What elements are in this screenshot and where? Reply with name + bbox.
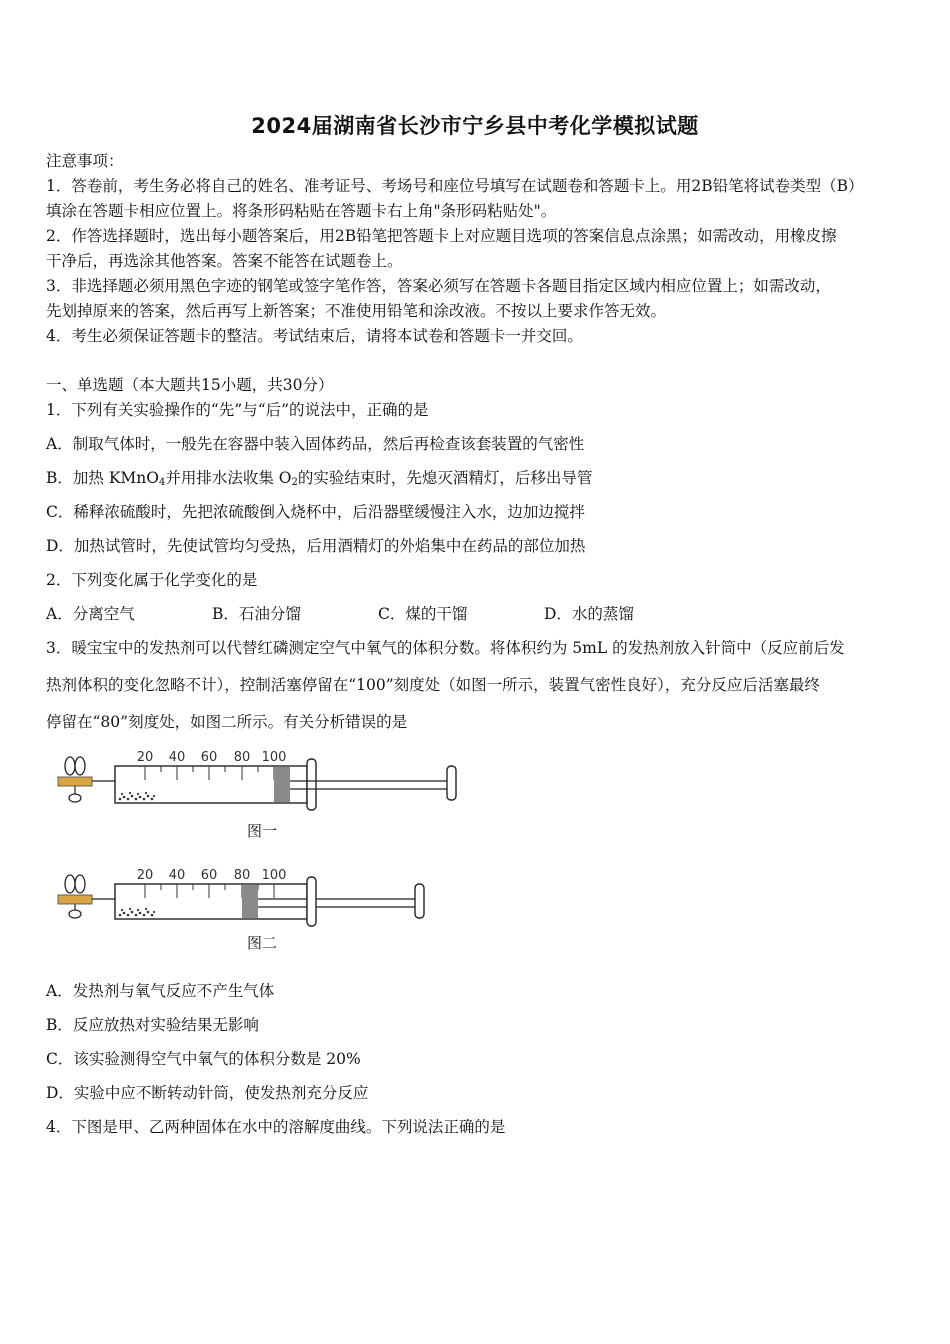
q3-option-c: C．该实验测得空气中氧气的体积分数是 20% — [46, 1050, 361, 1068]
notice-line: 3．非选择题必须用黑色字迹的钢笔或签字笔作答，答案必须写在答题卡各题目指定区域内相应位置上；如需改动， — [46, 277, 831, 295]
q3-stem-line3: 停留在“80”刻度处，如图二所示。有关分析错误的是 — [46, 713, 408, 731]
syringe-figure-1 — [56, 746, 466, 814]
q1-b-post: 的实验结束时，先熄灭酒精灯，后移出导管 — [297, 469, 593, 487]
clip-icon — [58, 757, 92, 802]
clip-icon — [58, 875, 92, 918]
scale-label-100: 100 — [261, 868, 287, 883]
q1-b-sub1: 4 — [158, 477, 166, 488]
q1-b-pre: B．加热 KMnO — [46, 469, 159, 487]
q2-option-c: C．煤的干馏 — [378, 605, 468, 623]
plunger-thumb — [415, 884, 424, 918]
q1-stem: 1．下列有关实验操作的“先”与“后”的说法中，正确的是 — [46, 401, 429, 419]
q1-option-a: A．制取气体时，一般先在容器中装入固体药品，然后再检查该套装置的气密性 — [46, 435, 585, 453]
syringe-flange — [307, 759, 316, 810]
syringe-figure-2 — [56, 864, 466, 928]
q1-b-mid: 并用排水法收集 O — [165, 469, 292, 487]
q4-stem: 4．下图是甲、乙两种固体在水中的溶解度曲线。下列说法正确的是 — [46, 1118, 506, 1136]
scale-label-80: 80 — [233, 868, 251, 883]
q3-option-d: D．实验中应不断转动针筒，使发热剂充分反应 — [46, 1084, 369, 1102]
notice-line: 干净后，再选涂其他答案。答案不能答在试题卷上。 — [46, 252, 403, 270]
q3-stem-line2: 热剂体积的变化忽略不计），控制活塞停留在“100”刻度处（如图一所示，装置气密性良好），充分反应后活塞最终 — [46, 676, 820, 694]
section-heading: 一、单选题（本大题共15小题，共30分） — [46, 376, 334, 394]
q2-option-d: D．水的蒸馏 — [544, 605, 634, 623]
q2-stem: 2．下列变化属于化学变化的是 — [46, 571, 258, 589]
syringe-flange — [307, 877, 316, 926]
plunger-thumb — [447, 766, 456, 800]
q1-option-d: D．加热试管时，先使试管均匀受热，后用酒精灯的外焰集中在药品的部位加热 — [46, 537, 586, 555]
q3-option-a: A．发热剂与氧气反应不产生气体 — [46, 982, 275, 1000]
notice-line: 先划掉原来的答案，然后再写上新答案；不准使用铅笔和涂改液。不按以上要求作答无效。 — [46, 302, 667, 320]
page-title: 2024届湖南省长沙市宁乡县中考化学模拟试题 — [251, 114, 699, 138]
q2-option-b: B．石油分馏 — [212, 605, 301, 623]
notice-line: 1．答卷前，考生务必将自己的姓名、准考证号、考场号和座位号填写在试题卷和答题卡上。用2B铅笔将试卷类型（B） — [46, 177, 864, 195]
q1-option-c: C．稀释浓硫酸时，先把浓硫酸倒入烧杯中，后沿器壁缓慢注入水，边加边搅拌 — [46, 503, 585, 521]
scale-label-100: 100 — [261, 750, 287, 765]
scale-label-60: 60 — [200, 868, 218, 883]
q2-options — [46, 603, 710, 625]
q1-option-b — [46, 467, 906, 494]
scale-label-40: 40 — [168, 868, 186, 883]
scale-label-80: 80 — [233, 750, 251, 765]
figure-2-caption: 图二 — [247, 934, 278, 952]
q3-option-b: B．反应放热对实验结果无影响 — [46, 1016, 259, 1034]
scale-label-20: 20 — [136, 750, 154, 765]
q1-b-sub2: 2 — [291, 477, 298, 488]
scale-label-60: 60 — [200, 750, 218, 765]
plunger-head — [242, 885, 258, 918]
plunger-head — [274, 767, 290, 802]
q2-option-a: A．分离空气 — [46, 605, 135, 623]
figure-1-caption: 图一 — [247, 822, 278, 840]
notice-line: 填涂在答题卡相应位置上。将条形码粘贴在答题卡右上角"条形码粘贴处"。 — [46, 202, 557, 220]
notice-line: 2．作答选择题时，选出每小题答案后，用2B铅笔把答题卡上对应题目选项的答案信息点涂黑；如需改动，用橡皮擦 — [46, 227, 837, 245]
scale-label-40: 40 — [168, 750, 186, 765]
q3-stem-line1: 3．暖宝宝中的发热剂可以代替红磷测定空气中氧气的体积分数。将体积约为 5mL 的发热剂放入针筒中（反应前后发 — [46, 639, 845, 657]
notice-line: 4．考生必须保证答题卡的整洁。考试结束后，请将本试卷和答题卡一并交回。 — [46, 327, 583, 345]
scale-label-20: 20 — [136, 868, 154, 883]
notice-heading: 注意事项： — [46, 152, 124, 170]
